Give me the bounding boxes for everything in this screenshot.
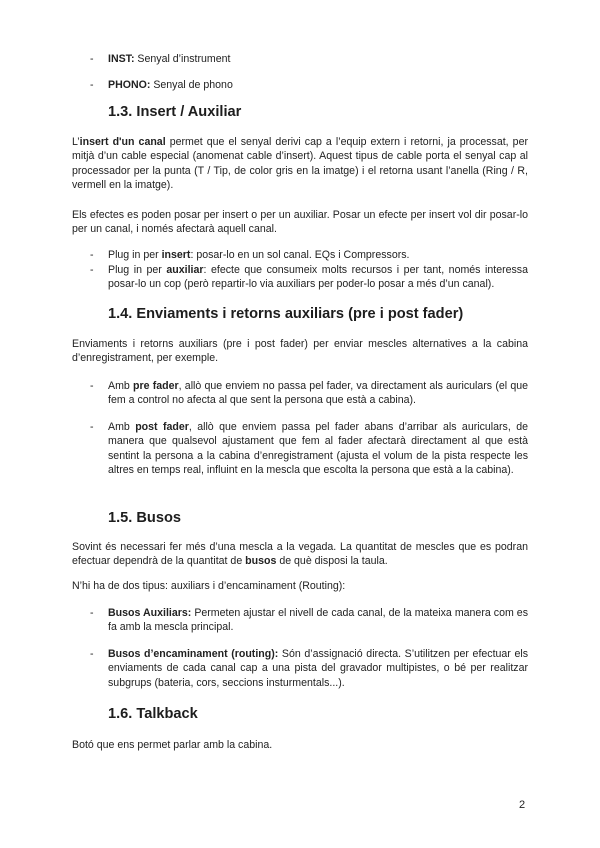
bullet-dash: - xyxy=(90,249,94,261)
bullet-dash: - xyxy=(90,79,94,91)
bullet-dash: - xyxy=(90,264,94,276)
list-item-text: Plug in per auxiliar: efecte que consumeix molts recursos i per tant, només interessa posar-lo un cop (però repartir-lo via auxiliars per poder-lo posar a més d’un canal). xyxy=(108,264,528,291)
bullet-dash: - xyxy=(90,53,94,65)
list-item-text: Amb post fader, allò que enviem passa pel fader abans d’arribar als auriculars, de manera que qualsevol ajustament que fem al fader afectarà directament al que està sentint la persona a la cabina d’enregistrament (ajusta el volum de la pista respecte les altres en temps real, influint en la mescla que escolta la persona que està a la cabina). xyxy=(108,421,528,477)
paragraph-busos: Sovint és necessari fer més d’una mescla a la vegada. La quantitat de mescles que es podran efectuar dependrà de la quantitat de busos de què disposi la taula. xyxy=(72,541,528,568)
paragraph-talkback: Botó que ens permet parlar amb la cabina. xyxy=(72,739,273,751)
list-item-label: INST: xyxy=(108,53,135,65)
paragraph-effects: Els efectes es poden posar per insert o per un auxiliar. Posar un efecte per insert vol dir posar-lo per un canal, i només afectarà aquell canal. xyxy=(72,209,528,236)
list-item-text: Amb pre fader, allò que enviem no passa pel fader, va directament als auriculars (el que fem a control no afecta al que sent la persona que està a cabina). xyxy=(108,380,528,407)
bullet-dash: - xyxy=(90,380,94,392)
page-number: 2 xyxy=(519,799,526,811)
bullet-dash: - xyxy=(90,648,94,660)
paragraph-bus-types: N’hi ha de dos tipus: auxiliars i d’encaminament (Routing): xyxy=(72,580,346,592)
list-item-text: Busos d’encaminament (routing): Són d’assignació directa. S’utilitzen per efectuar els enviaments de cada canal cap a una pista del gravador multipistes, o bé per realitzar subgrups (bateria, cors, seccions insturmentals...). xyxy=(108,648,528,689)
section-heading-1-6: 1.6. Talkback xyxy=(108,706,198,722)
bullet-dash: - xyxy=(90,421,94,433)
paragraph-sends: Enviaments i retorns auxiliars (pre i post fader) per enviar mescles alternatives a la cabina d’enregistrament, per exemple. xyxy=(72,338,528,365)
list-item-text: Plug in per insert: posar-lo en un sol canal. EQs i Compressors. xyxy=(108,249,410,261)
bullet-dash: - xyxy=(90,607,94,619)
section-heading-1-5: 1.5. Busos xyxy=(108,510,181,526)
section-heading-1-3: 1.3. Insert / Auxiliar xyxy=(108,104,242,120)
list-item-text: INST: Senyal d’instrument xyxy=(108,53,231,65)
list-item-text: Busos Auxiliars: Permeten ajustar el nivell de cada canal, de la mateixa manera com es fa amb la mescla principal. xyxy=(108,607,528,634)
list-item-text: PHONO: Senyal de phono xyxy=(108,79,233,91)
section-heading-1-4: 1.4. Enviaments i retorns auxiliars (pre i post fader) xyxy=(108,306,464,322)
paragraph-insert: L’insert d'un canal permet que el senyal derivi cap a l’equip extern i retorni, ja processat, per mitjà d’un cable especial (anomenat cable d’insert). Aquest tipus de cable porta el senyal cap al processador per la punta (T / Tip, de color gris en la imatge) i el retorna usant l’anella (Ring / R, vermell en la imatge). xyxy=(72,136,528,192)
list-item-label: PHONO: xyxy=(108,79,151,91)
